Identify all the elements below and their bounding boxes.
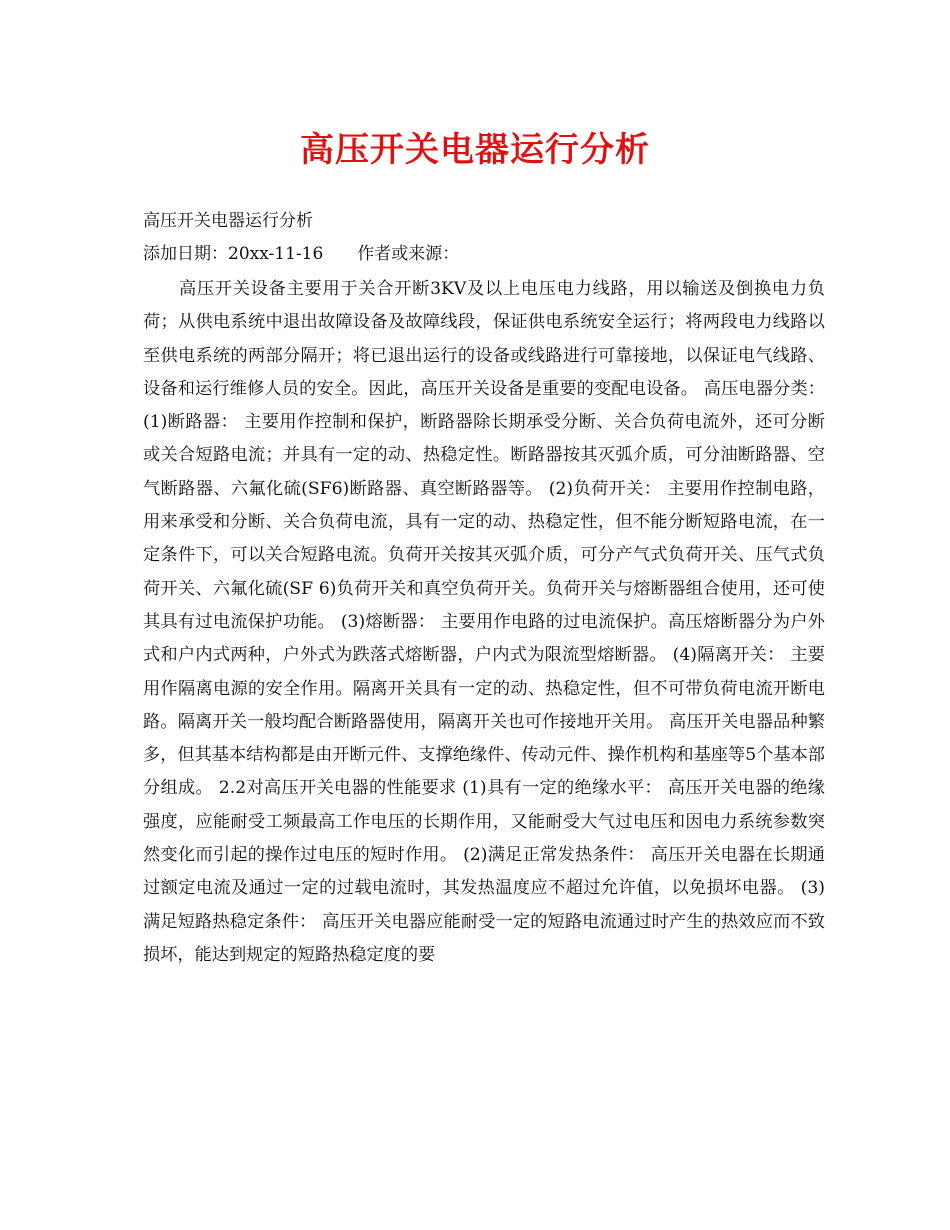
document-meta-line <box>143 242 823 266</box>
document-title: 高压开关电器运行分析 <box>300 130 650 170</box>
document-body: 高压开关设备主要用于关合开断3KV及以上电压电力线路，用以输送及倒换电力负荷；从供电系统中退出故障设备及故障线段，保证供电系统安全运行；将两段电力线路以至供电系统的两部分隔开；将已退出运行的设备或线路进行可靠接地，以保证电气线路、设备和运行维修人员的安全。因此，高压开关设备是重要的变配电设备。 高压电器分类： (1)断路器： 主要用作控制和保护，断路器除长期承受分断、关合负荷电流外，还可分断或关合短路电流；并具有一定的动、热稳定性。断路器按其灭弧介质，可分油断路器、空气断路器、六氟化硫(SF6)断路器、真空断路器等。 (2)负荷开关： 主要用作控制电路，用来承受和分断、关合负荷电流，具有一定的动、热稳定性，但不能分断短路电流，在一定条件下，可以关合短路电流。负荷开关按其灭弧介质，可分产气式负荷开关、压气式负荷开关、六氟化硫(SF 6)负荷开关和真空负荷开关。负荷开关与熔断器组合使用，还可使其具有过电流保护功能。 (3)熔断器： 主要用作电路的过电流保护。高压熔断器分为户外式和户内式两种，户外式为跌落式熔断器，户内式为限流型熔断器。 (4)隔离开关： 主要用作隔离电源的安全作用。隔离开关具有一定的动、热稳定性，但不可带负荷电流开断电路。隔离开关一般均配合断路器使用，隔离开关也可作接地开关用。 高压开关电器品种繁多，但其基本结构都是由开断元件、支撑绝缘件、传动元件、操作机构和基座等5个基本部分组成。 2.2对高压开关电器的性能要求 (1)具有一定的绝缘水平： 高压开关电器的绝缘强度，应能耐受工频最高工作电压的长期作用，又能耐受大气过电压和因电力系统参数突然变化而引起的操作过电压的短时作用。 (2)满足正常发热条件： 高压开关电器在长期通过额定电流及通过一定的过载电流时，其发热温度应不超过允许值，以免损坏电器。 (3)满足短路热稳定条件： 高压开关电器应能耐受一定的短路电流通过时产生的热效应而不致损坏，能达到规定的短路热稳定度的要 <box>143 279 825 965</box>
date-label: 添加日期：20xx-11-16 <box>143 244 324 264</box>
author-label: 作者或来源： <box>357 244 460 264</box>
document-subtitle: 高压开关电器运行分析 <box>143 211 313 231</box>
